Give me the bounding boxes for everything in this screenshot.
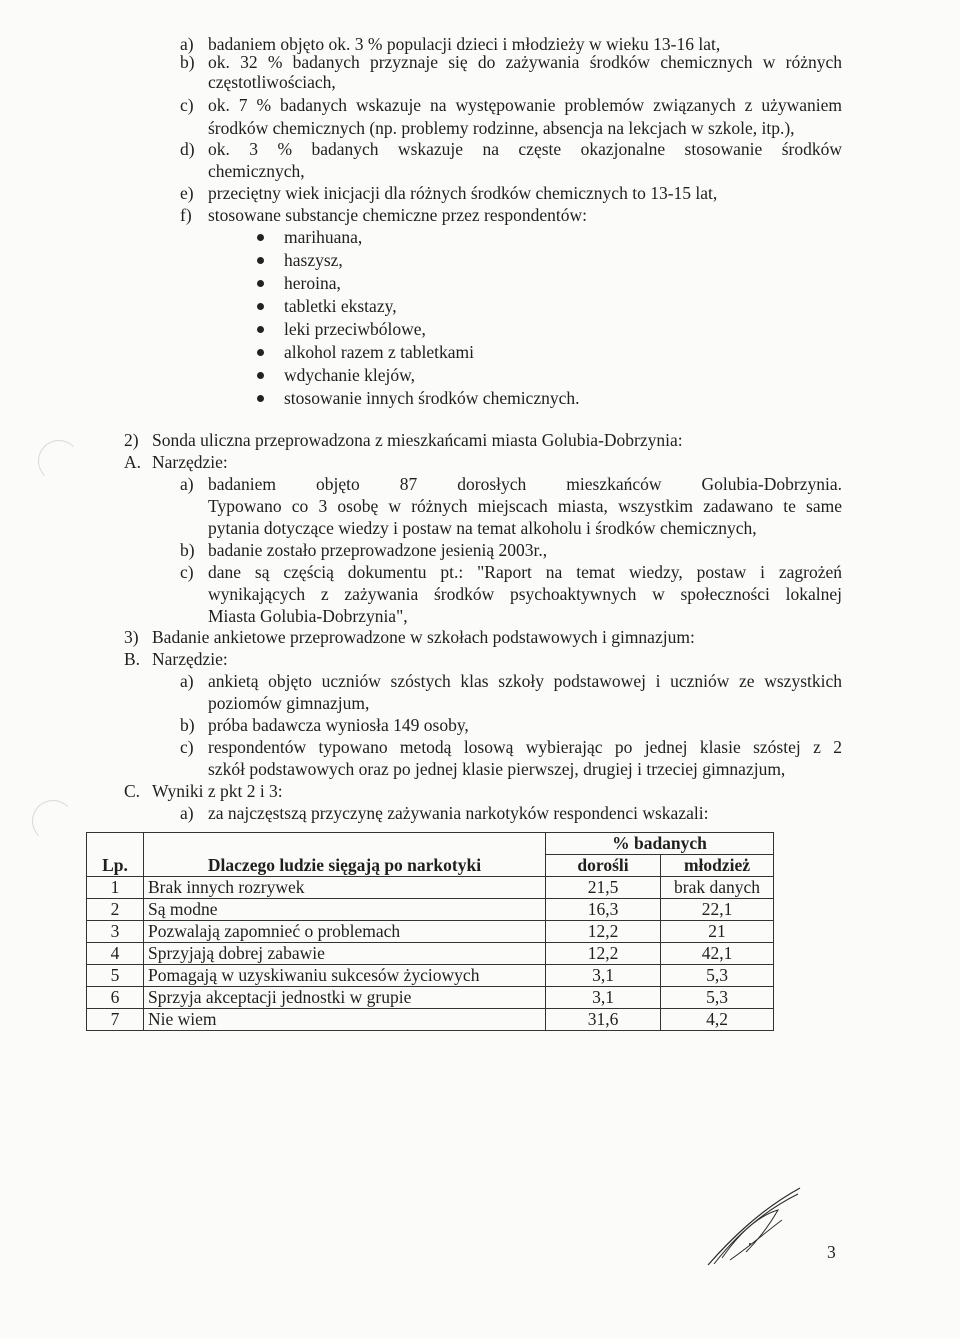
bullet-text: stosowanie innych środków chemicznych. <box>284 388 580 408</box>
item-text: poziomów gimnazjum, <box>208 693 370 713</box>
item-text: ok. 3 % badanych wskazuje na częste okazjonalne stosowanie środków <box>208 139 842 159</box>
bullet-icon <box>257 303 264 310</box>
group-header: % badanych <box>546 833 774 855</box>
table-row <box>87 921 774 943</box>
subsection-heading: Narzędzie: <box>152 452 228 472</box>
item-marker: a) <box>180 474 194 494</box>
bullet-icon <box>257 395 264 402</box>
item-text: ankietą objęto uczniów szóstych klas szkoły podstawowej i uczniów ze wszystkich <box>208 671 842 691</box>
item-text: badanie zostało przeprowadzone jesienią 2003r., <box>208 540 548 560</box>
item-text: ok. 32 % badanych przyznaje się do zażywania środków chemicznych w różnych <box>208 52 842 72</box>
cell-reason: Pozwalają zapomnieć o problemach <box>144 921 546 943</box>
cell-youth: 42,1 <box>661 943 774 965</box>
item-marker: b) <box>180 540 195 560</box>
cell-adults: 12,2 <box>546 921 661 943</box>
cell-adults: 31,6 <box>546 1009 661 1031</box>
bullet-icon <box>257 257 264 264</box>
header-youth: młodzież <box>661 855 774 877</box>
subsection-heading: Narzędzie: <box>152 649 228 669</box>
item-text: częstotliwościach, <box>208 72 336 92</box>
punch-hole-mark <box>32 800 74 842</box>
item-text: szkół podstawowych oraz po jednej klasie pierwszej, drugiej i trzeciej gimnazjum, <box>208 759 786 779</box>
item-text: badaniem objęto 87 dorosłych mieszkańców Golubia-Dobrzynia. <box>208 474 842 494</box>
item-text: pytania dotyczące wiedzy i postaw na temat alkoholu i środków chemicznych, <box>208 518 757 538</box>
header-lp: Lp. <box>87 855 144 877</box>
cell-adults: 16,3 <box>546 899 661 921</box>
item-text: środków chemicznych (np. problemy rodzinne, absencja na lekcjach w szkole, itp.), <box>208 118 795 138</box>
cell-reason: Brak innych rozrywek <box>144 877 546 899</box>
table-row <box>87 943 774 965</box>
cell-lp: 6 <box>87 987 144 1009</box>
item-text: badaniem objęto ok. 3 % populacji dzieci i młodzieży w wieku 13-16 lat, <box>208 34 721 54</box>
section-marker: 3) <box>124 627 139 647</box>
item-text: wynikających z zażywania środków psychoaktywnych w społeczności lokalnej <box>208 584 842 604</box>
item-marker: e) <box>180 183 194 203</box>
cell-youth: 5,3 <box>661 965 774 987</box>
item-marker: d) <box>180 139 195 159</box>
item-text: ok. 7 % badanych wskazuje na występowanie problemów związanych z używaniem <box>208 95 842 115</box>
cell-reason: Sprzyjają dobrej zabawie <box>144 943 546 965</box>
cell-lp: 1 <box>87 877 144 899</box>
bullet-icon <box>257 234 264 241</box>
header-reason: Dlaczego ludzie sięgają po narkotyki <box>144 855 546 877</box>
bullet-text: leki przeciwbólowe, <box>284 319 426 339</box>
bullet-text: tabletki ekstazy, <box>284 296 397 316</box>
table-row <box>87 965 774 987</box>
cell-youth: 5,3 <box>661 987 774 1009</box>
header-cell <box>87 833 144 855</box>
bullet-text: heroina, <box>284 273 341 293</box>
subsection-heading: Wyniki z pkt 2 i 3: <box>152 781 283 801</box>
page-number: 3 <box>827 1242 836 1262</box>
results-table <box>86 832 774 1031</box>
section-heading: Sonda uliczna przeprowadzona z mieszkańcami miasta Golubia-Dobrzynia: <box>152 430 683 450</box>
cell-lp: 3 <box>87 921 144 943</box>
bullet-text: wdychanie klejów, <box>284 365 416 385</box>
item-marker: c) <box>180 562 194 582</box>
table-row <box>87 899 774 921</box>
section-marker: 2) <box>124 430 139 450</box>
bullet-icon <box>257 372 264 379</box>
header-adults: dorośli <box>546 855 661 877</box>
cell-youth: 22,1 <box>661 899 774 921</box>
section-heading: Badanie ankietowe przeprowadzone w szkołach podstawowych i gimnazjum: <box>152 627 695 647</box>
cell-lp: 2 <box>87 899 144 921</box>
cell-reason: Pomagają w uzyskiwaniu sukcesów życiowych <box>144 965 546 987</box>
item-marker: b) <box>180 52 195 72</box>
item-marker: c) <box>180 95 194 115</box>
bullet-text: alkohol razem z tabletkami <box>284 342 474 362</box>
bullet-text: haszysz, <box>284 250 343 270</box>
cell-reason: Sprzyja akceptacji jednostki w grupie <box>144 987 546 1009</box>
cell-lp: 4 <box>87 943 144 965</box>
item-marker: a) <box>180 671 194 691</box>
cell-adults: 3,1 <box>546 987 661 1009</box>
bullet-icon <box>257 280 264 287</box>
cell-lp: 5 <box>87 965 144 987</box>
cell-reason: Są modne <box>144 899 546 921</box>
cell-reason: Nie wiem <box>144 1009 546 1031</box>
item-text: dane są częścią dokumentu pt.: "Raport na temat wiedzy, postaw i zagrożeń <box>208 562 842 582</box>
bullet-text: marihuana, <box>284 227 363 247</box>
handwritten-signature <box>700 1180 820 1270</box>
cell-lp: 7 <box>87 1009 144 1031</box>
subsection-marker: C. <box>124 781 141 801</box>
subsection-marker: A. <box>124 452 142 472</box>
cell-youth: brak danych <box>661 877 774 899</box>
table-row <box>87 987 774 1009</box>
cell-adults: 3,1 <box>546 965 661 987</box>
item-text: przeciętny wiek inicjacji dla różnych środków chemicznych to 13-15 lat, <box>208 183 718 203</box>
item-marker: b) <box>180 715 195 735</box>
punch-hole-mark <box>38 440 80 482</box>
bullet-icon <box>257 349 264 356</box>
item-text: za najczęstszą przyczynę zażywania narkotyków respondenci wskazali: <box>208 803 709 823</box>
cell-youth: 4,2 <box>661 1009 774 1031</box>
subsection-marker: B. <box>124 649 141 669</box>
table-row <box>87 1009 774 1031</box>
header-cell <box>144 833 546 855</box>
item-text: próba badawcza wyniosła 149 osoby, <box>208 715 469 735</box>
table-header-row <box>87 855 774 877</box>
item-marker: a) <box>180 34 194 54</box>
item-text: chemicznych, <box>208 161 305 181</box>
cell-adults: 12,2 <box>546 943 661 965</box>
item-text: Miasta Golubia-Dobrzynia", <box>208 606 408 626</box>
item-text: respondentów typowano metodą losową wybierając po jednej klasie szóstej z 2 <box>208 737 842 757</box>
table-header-row <box>87 833 774 855</box>
table-row <box>87 877 774 899</box>
item-marker: a) <box>180 803 194 823</box>
bullet-icon <box>257 326 264 333</box>
item-text: Typowano co 3 osobę w różnych miejscach miasta, wszystkim zadawano te same <box>208 496 842 516</box>
item-text: stosowane substancje chemiczne przez respondentów: <box>208 205 588 225</box>
item-marker: c) <box>180 737 194 757</box>
cell-adults: 21,5 <box>546 877 661 899</box>
cell-youth: 21 <box>661 921 774 943</box>
item-marker: f) <box>180 205 192 225</box>
